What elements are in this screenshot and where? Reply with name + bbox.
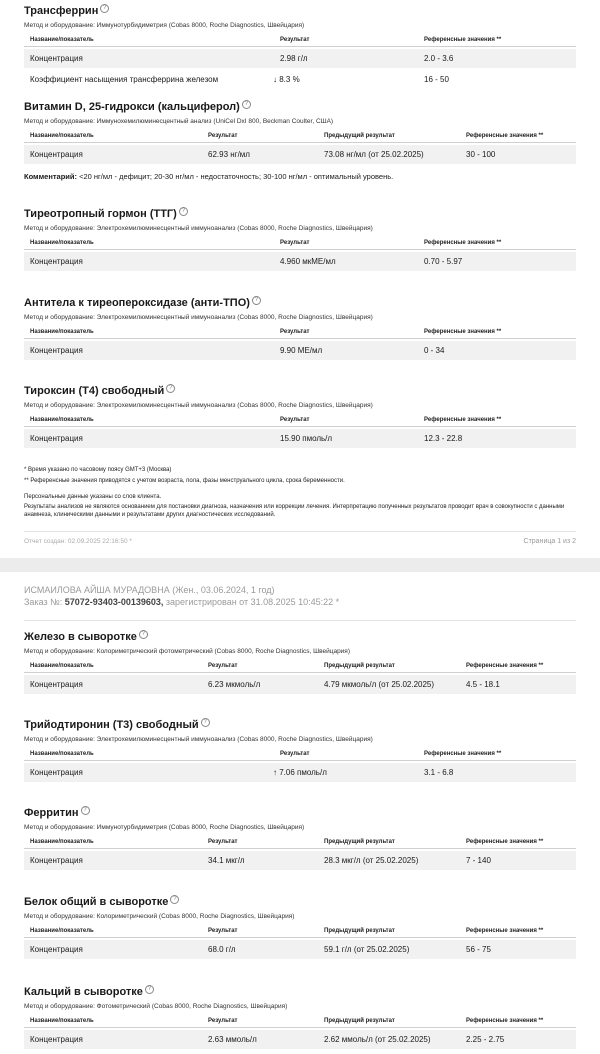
help-icon[interactable]: ? <box>170 895 179 904</box>
table-header <box>24 328 576 339</box>
table-row <box>24 675 576 694</box>
patient-header <box>24 584 339 608</box>
table-header <box>24 927 576 938</box>
header-reference: Референсные значения ** <box>424 417 502 423</box>
row-name: Концентрация <box>30 945 83 954</box>
test-title: Железо в сыворотке <box>24 631 137 643</box>
high-flag-icon: ↑ <box>273 768 277 777</box>
footnote-time: * Время указано по часовому поясу GMT+3 (Москва) <box>24 467 172 473</box>
test-calcium <box>24 985 576 1049</box>
row-reference: 16 - 50 <box>424 75 449 84</box>
footnotes <box>24 466 576 520</box>
row-reference: 56 - 75 <box>466 945 491 954</box>
order-registered: зарегистрирован от 31.08.2025 10:45:22 * <box>165 597 340 607</box>
test-method: Метод и оборудование: Колориметрический (Cobas 8000, Roche Diagnostics, Швейцария) <box>24 913 295 920</box>
header-name: Название/показатель <box>30 417 94 423</box>
row-name: Концентрация <box>30 54 83 63</box>
header-name: Название/показатель <box>30 751 94 757</box>
row-result: 15.90 пмоль/л <box>280 434 333 443</box>
table-row <box>24 851 576 870</box>
row-previous: 28.3 мкг/л (от 25.02.2025) <box>324 856 419 865</box>
row-previous: 4.79 мкмоль/л (от 25.02.2025) <box>324 680 435 689</box>
row-name: Концентрация <box>30 150 83 159</box>
table-row <box>24 70 576 89</box>
header-result: Результат <box>280 240 310 246</box>
table-row <box>24 341 576 360</box>
row-result: 8.3 % <box>279 75 300 84</box>
row-result: 2.63 ммоль/л <box>208 1035 257 1044</box>
header-name: Название/показатель <box>30 663 94 669</box>
test-method: Метод и оборудование: Электрохемилюминесцентный иммуноанализ (Cobas 8000, Roche Diagnostics, Швейцария) <box>24 225 373 232</box>
test-method: Метод и оборудование: Электрохемилюминесцентный иммуноанализ (Cobas 8000, Roche Diagnostics, Швейцария) <box>24 402 373 409</box>
test-tsh <box>24 207 576 271</box>
header-reference: Референсные значения ** <box>424 37 502 43</box>
table-row <box>24 1030 576 1049</box>
header-divider <box>24 620 576 621</box>
table-header <box>24 416 576 427</box>
header-reference: Референсные значения ** <box>466 928 544 934</box>
test-title: Витамин D, 25-гидрокси (кальциферол) <box>24 101 240 113</box>
test-transferrin <box>24 4 576 89</box>
help-icon[interactable]: ? <box>201 718 210 727</box>
order-number: 57072-93403-00139603, <box>64 597 164 607</box>
header-reference: Референсные значения ** <box>466 663 544 669</box>
row-previous: 2.62 ммоль/л (от 25.02.2025) <box>324 1035 431 1044</box>
header-previous: Предыдущий результат <box>324 133 395 139</box>
report-page-2 <box>0 572 600 1054</box>
test-method: Метод и оборудование: Иммунотурбидиметрия (Cobas 8000, Roche Diagnostics, Швейцария) <box>24 824 305 831</box>
row-result: 6.23 мкмоль/л <box>208 680 261 689</box>
row-name: Концентрация <box>30 768 83 777</box>
header-result: Результат <box>280 329 310 335</box>
table-header <box>24 36 576 47</box>
header-reference: Референсные значения ** <box>424 329 502 335</box>
header-name: Название/показатель <box>30 37 94 43</box>
low-flag-icon: ↓ <box>273 75 277 84</box>
patient-name: ИСМАИЛОВА АЙША МУРАДОВНА (Жен., 03.06.2024, 1 год) <box>24 585 275 595</box>
header-name: Название/показатель <box>30 329 94 335</box>
row-result: 34.1 мкг/л <box>208 856 245 865</box>
test-t3 <box>24 718 576 782</box>
test-iron <box>24 630 576 694</box>
row-reference: 3.1 - 6.8 <box>424 768 454 777</box>
row-name: Концентрация <box>30 346 83 355</box>
header-reference: Референсные значения ** <box>424 751 502 757</box>
header-result: Результат <box>280 37 310 43</box>
row-name: Коэффициент насыщения трансферрина железом <box>30 75 219 84</box>
row-name: Концентрация <box>30 1035 83 1044</box>
row-reference: 30 - 100 <box>466 150 496 159</box>
footnote-reference: ** Референсные значения приводятся с учетом возраста, пола, фазы менструального цикла, срока беременности. <box>24 477 345 484</box>
test-title: Трийодтиронин (Т3) свободный <box>24 719 199 731</box>
header-previous: Предыдущий результат <box>324 663 395 669</box>
table-header <box>24 662 576 673</box>
header-result: Результат <box>208 663 238 669</box>
test-method: Метод и оборудование: Иммунохемилюминесцентный анализ (UniCel DxI 800, Beckman Coulter, США) <box>24 118 334 125</box>
test-comment <box>24 172 576 181</box>
header-result: Результат <box>208 928 238 934</box>
test-title: Ферритин <box>24 807 79 819</box>
test-method: Метод и оборудование: Электрохемилюминесцентный иммуноанализ (Cobas 8000, Roche Diagnostics, Швейцария) <box>24 736 373 743</box>
header-previous: Предыдущий результат <box>324 928 395 934</box>
help-icon[interactable]: ? <box>139 630 148 639</box>
header-name: Название/показатель <box>30 240 94 246</box>
test-title: Белок общий в сыворотке <box>24 896 169 908</box>
row-name: Концентрация <box>30 856 83 865</box>
test-method: Метод и оборудование: Электрохемилюминесцентный иммуноанализ (Cobas 8000, Roche Diagnostics, Швейцария) <box>24 314 373 321</box>
test-method: Метод и оборудование: Фотометрический (Cobas 8000, Roche Diagnostics, Швейцария) <box>24 1003 288 1010</box>
row-result: 2.98 г/л <box>280 54 308 63</box>
header-reference: Референсные значения ** <box>466 1018 544 1024</box>
header-name: Название/показатель <box>30 1018 94 1024</box>
header-result: Результат <box>280 417 310 423</box>
table-row <box>24 145 576 164</box>
row-name: Концентрация <box>30 680 83 689</box>
row-reference: 12.3 - 22.8 <box>424 434 463 443</box>
row-name: Концентрация <box>30 257 83 266</box>
row-result: 68.0 г/л <box>208 945 236 954</box>
row-reference: 4.5 - 18.1 <box>466 680 500 689</box>
row-name: Концентрация <box>30 434 83 443</box>
header-result: Результат <box>208 1018 238 1024</box>
row-result: 9.90 МЕ/мл <box>280 346 323 355</box>
help-icon[interactable]: ? <box>252 296 261 305</box>
table-row <box>24 940 576 959</box>
table-header <box>24 838 576 849</box>
test-title: Трансферрин <box>24 5 99 17</box>
page-number: Страница 1 из 2 <box>523 538 576 545</box>
help-icon[interactable]: ? <box>179 207 188 216</box>
header-reference: Референсные значения ** <box>466 839 544 845</box>
test-anti-tpo <box>24 296 576 360</box>
comment-text: <20 нг/мл - дефицит; 20-30 нг/мл - недостаточность; 30-100 нг/мл - оптимальный уровень. <box>79 172 394 181</box>
header-reference: Референсные значения ** <box>466 133 544 139</box>
table-header <box>24 239 576 250</box>
row-previous: 73.08 нг/мл (от 25.02.2025) <box>324 150 424 159</box>
test-ferritin <box>24 806 576 870</box>
table-row <box>24 763 576 782</box>
footnote-personal: Персональные данные указаны со слов клиента. <box>24 494 162 500</box>
comment-label: Комментарий: <box>24 172 78 181</box>
row-reference: 2.25 - 2.75 <box>466 1035 505 1044</box>
test-title: Тироксин (Т4) свободный <box>24 385 165 397</box>
row-previous: 59.1 г/л (от 25.02.2025) <box>324 945 410 954</box>
row-reference: 0.70 - 5.97 <box>424 257 463 266</box>
test-total-protein <box>24 895 576 959</box>
row-result: 4.960 мкМЕ/мл <box>280 257 336 266</box>
header-result: Результат <box>208 839 238 845</box>
test-vitamin-d <box>24 100 576 181</box>
header-name: Название/показатель <box>30 839 94 845</box>
row-reference: 7 - 140 <box>466 856 491 865</box>
table-header <box>24 1017 576 1028</box>
test-method: Метод и оборудование: Колориметрический фотометрический (Cobas 8000, Roche Diagnostics, Швейцария) <box>24 648 350 655</box>
test-title: Кальций в сыворотке <box>24 986 143 998</box>
table-header <box>24 132 576 143</box>
help-icon[interactable]: ? <box>145 985 154 994</box>
footnote-disclaimer: Результаты анализов не являются основанием для постановки диагноза, назначения или коррекции лечения. Интерпретацию полученных результатов проводит врач в совокупности с данными анамнеза, клиническими данными и результатами других диагностических исследований. <box>24 503 565 518</box>
header-name: Название/показатель <box>30 133 94 139</box>
table-row <box>24 252 576 271</box>
test-t4 <box>24 384 576 448</box>
row-result: 7.06 пмоль/л <box>279 768 327 777</box>
header-reference: Референсные значения ** <box>424 240 502 246</box>
test-method: Метод и оборудование: Иммунотурбидиметрия (Cobas 8000, Roche Diagnostics, Швейцария) <box>24 22 305 29</box>
table-header <box>24 750 576 761</box>
row-reference: 2.0 - 3.6 <box>424 54 454 63</box>
help-icon[interactable]: ? <box>242 100 251 109</box>
row-result: 62.93 нг/мл <box>208 150 250 159</box>
report-created: Отчет создан: 02.09.2025 22:16:50 * <box>24 538 132 545</box>
test-title: Тиреотропный гормон (ТТГ) <box>24 208 177 220</box>
header-result: Результат <box>280 751 310 757</box>
help-icon[interactable]: ? <box>100 4 109 13</box>
test-title: Антитела к тиреопероксидазе (анти-ТПО) <box>24 297 250 309</box>
help-icon[interactable]: ? <box>81 806 90 815</box>
header-name: Название/показатель <box>30 928 94 934</box>
row-reference: 0 - 34 <box>424 346 445 355</box>
header-result: Результат <box>208 133 238 139</box>
header-previous: Предыдущий результат <box>324 1018 395 1024</box>
header-previous: Предыдущий результат <box>324 839 395 845</box>
table-row <box>24 49 576 68</box>
order-label: Заказ №: <box>24 597 63 607</box>
help-icon[interactable]: ? <box>166 384 175 393</box>
footer-divider <box>24 531 576 532</box>
table-row <box>24 429 576 448</box>
